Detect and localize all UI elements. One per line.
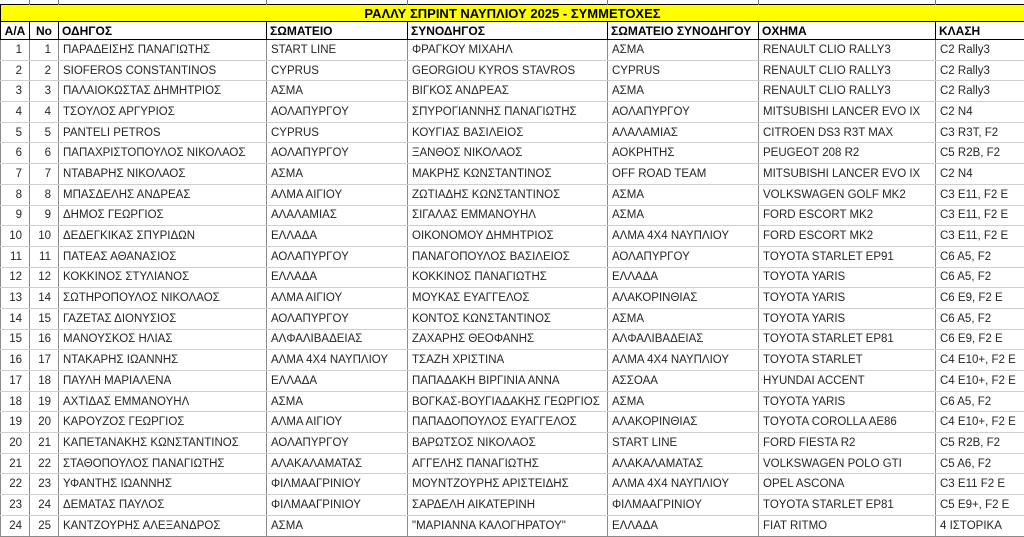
cell-driver-club: ΑΣΜΑ <box>267 391 408 412</box>
table-row <box>1 453 1024 474</box>
cell-aa: 14 <box>1 308 30 329</box>
cell-no: 11 <box>30 246 59 267</box>
table-row <box>1 164 1024 185</box>
table-row <box>1 474 1024 495</box>
col-header-class: ΚΛΑΣΗ <box>936 22 1024 40</box>
cell-no: 8 <box>30 184 59 205</box>
cell-codriver: ΣΠΥΡΟΓΙΑΝΝΗΣ ΠΑΝΑΓΙΩΤΗΣ <box>408 102 608 123</box>
cell-codriver-club: ΑΣΜΑ <box>608 81 759 102</box>
cell-aa: 3 <box>1 81 30 102</box>
cell-vehicle: RENAULT CLIO RALLY3 <box>759 60 936 81</box>
cell-driver-club: ΑΛΜΑ ΑΙΓΙΟΥ <box>267 184 408 205</box>
cell-driver-club: ΑΛΦΑΛΙΒΑΔΕΙΑΣ <box>267 329 408 350</box>
cell-codriver: ΤΣΑΖΗ ΧΡΙΣΤΙΝΑ <box>408 350 608 371</box>
cell-driver: ΜΠΑΣΔΕΛΗΣ ΑΝΔΡΕΑΣ <box>59 184 267 205</box>
cell-driver-club: ΑΛΜΑ 4X4 ΝΑΥΠΛΙΟΥ <box>267 350 408 371</box>
table-row <box>1 143 1024 164</box>
cell-aa: 12 <box>1 267 30 288</box>
cell-vehicle: CITROEN DS3 R3T MAX <box>759 122 936 143</box>
col-header-driver-club: ΣΩΜΑΤΕΙΟ <box>267 22 408 40</box>
cell-codriver: ΠΑΝΑΓΟΠΟΥΛΟΣ ΒΑΣΙΛΕΙΟΣ <box>408 246 608 267</box>
cell-codriver: ΠΑΠΑΔΟΠΟΥΛΟΣ ΕΥΑΓΓΕΛΟΣ <box>408 412 608 433</box>
cell-no: 4 <box>30 102 59 123</box>
cell-no: 22 <box>30 453 59 474</box>
cell-driver: ΣΤΑΘΟΠΟΥΛΟΣ ΠΑΝΑΓΙΩΤΗΣ <box>59 453 267 474</box>
table-row <box>1 391 1024 412</box>
cell-codriver-club: ΑΛΜΑ 4X4 ΝΑΥΠΛΙΟΥ <box>608 350 759 371</box>
cell-driver: ΚΑΡΟΥΖΟΣ ΓΕΩΡΓΙΟΣ <box>59 412 267 433</box>
cell-class: C2 Rally3 <box>936 40 1024 61</box>
cell-no: 10 <box>30 226 59 247</box>
cell-codriver: ΚΟΥΓΙΑΣ ΒΑΣΙΛΕΙΟΣ <box>408 122 608 143</box>
cell-driver-club: START LINE <box>267 40 408 61</box>
cell-vehicle: PEUGEOT 208 R2 <box>759 143 936 164</box>
cell-driver-club: ΑΟΛΑΠΥΡΓΟΥ <box>267 246 408 267</box>
cell-class: C5 E9+, F2 E <box>936 495 1024 516</box>
cell-codriver: ΣΑΡΔΕΛΗ ΑΙΚΑΤΕΡΙΝΗ <box>408 495 608 516</box>
cell-driver-club: ΑΟΛΑΠΥΡΓΟΥ <box>267 143 408 164</box>
cell-driver: ΝΤΑΒΑΡΗΣ ΝΙΚΟΛΑΟΣ <box>59 164 267 185</box>
cell-driver: ΤΣΟΥΛΟΣ ΑΡΓΥΡΙΟΣ <box>59 102 267 123</box>
cell-driver: ΠΑΠΑΧΡΙΣΤΟΠΟΥΛΟΣ ΝΙΚΟΛΑΟΣ <box>59 143 267 164</box>
table-row <box>1 60 1024 81</box>
cell-aa: 23 <box>1 495 30 516</box>
cell-driver: ΠΑΤΕΑΣ ΑΘΑΝΑΣΙΟΣ <box>59 246 267 267</box>
table-row <box>1 288 1024 309</box>
cell-codriver-club: ΑΛΑΚΟΡΙΝΘΙΑΣ <box>608 288 759 309</box>
cell-class: C4 E10+, F2 E <box>936 350 1024 371</box>
cell-codriver-club: START LINE <box>608 433 759 454</box>
table-row <box>1 122 1024 143</box>
cell-no: 24 <box>30 495 59 516</box>
cell-codriver-club: ΕΛΛΑΔΑ <box>608 267 759 288</box>
cell-codriver: ΒΑΡΩΤΣΟΣ ΝΙΚΟΛΑΟΣ <box>408 433 608 454</box>
cell-vehicle: FORD ESCORT MK2 <box>759 205 936 226</box>
cell-driver: ΠΑΥΛΗ ΜΑΡΙΑΛΕΝΑ <box>59 371 267 392</box>
cell-class: C6 A5, F2 <box>936 391 1024 412</box>
cell-driver-club: CYPRUS <box>267 122 408 143</box>
cell-driver: ΔΗΜΟΣ ΓΕΩΡΓΙΟΣ <box>59 205 267 226</box>
cell-codriver-club: ΑΟΛΑΠΥΡΓΟΥ <box>608 102 759 123</box>
cell-driver: PANTELI PETROS <box>59 122 267 143</box>
cell-aa: 10 <box>1 226 30 247</box>
cell-aa: 2 <box>1 60 30 81</box>
table-row <box>1 246 1024 267</box>
cell-vehicle: MITSUBISHI LANCER EVO IX <box>759 164 936 185</box>
cell-codriver: ΒΟΓΚΑΣ-ΒΟΥΓΙΑΔΑΚΗΣ ΓΕΩΡΓΙΟΣ <box>408 391 608 412</box>
cell-driver-club: CYPRUS <box>267 60 408 81</box>
cell-vehicle: RENAULT CLIO RALLY3 <box>759 40 936 61</box>
col-header-driver: ΟΔΗΓΟΣ <box>59 22 267 40</box>
cell-codriver: ΒΙΓΚΟΣ ΑΝΔΡΕΑΣ <box>408 81 608 102</box>
cell-no: 12 <box>30 267 59 288</box>
cell-vehicle: OPEL ASCONA <box>759 474 936 495</box>
cell-codriver: ΜΑΚΡΗΣ ΚΩΝΣΤΑΝΤΙΝΟΣ <box>408 164 608 185</box>
table-row <box>1 412 1024 433</box>
cell-codriver-club: ΑΣΜΑ <box>608 40 759 61</box>
cell-no: 5 <box>30 122 59 143</box>
cell-aa: 13 <box>1 288 30 309</box>
cell-vehicle: TOYOTA YARIS <box>759 267 936 288</box>
cell-class: C4 E10+, F2 E <box>936 412 1024 433</box>
cell-class: C5 R2B, F2 <box>936 143 1024 164</box>
cell-codriver-club: ΑΟΛΑΠΥΡΓΟΥ <box>608 246 759 267</box>
cell-aa: 22 <box>1 474 30 495</box>
cell-driver: ΔΕΜΑΤΑΣ ΠΑΥΛΟΣ <box>59 495 267 516</box>
cell-aa: 16 <box>1 350 30 371</box>
table-row <box>1 81 1024 102</box>
cell-driver-club: ΑΣΜΑ <box>267 515 408 536</box>
cell-class: C2 N4 <box>936 102 1024 123</box>
cell-driver: ΔΕΔΕΓΚΙΚΑΣ ΣΠΥΡΙΔΩΝ <box>59 226 267 247</box>
cell-no: 23 <box>30 474 59 495</box>
cell-vehicle: HYUNDAI ACCENT <box>759 371 936 392</box>
cell-no: 21 <box>30 433 59 454</box>
cell-codriver-club: ΑΣΜΑ <box>608 391 759 412</box>
cell-vehicle: TOYOTA COROLLA AE86 <box>759 412 936 433</box>
cell-vehicle: TOYOTA YARIS <box>759 288 936 309</box>
table-row <box>1 350 1024 371</box>
cell-aa: 24 <box>1 515 30 536</box>
cell-codriver-club: OFF ROAD TEAM <box>608 164 759 185</box>
cell-codriver: GEORGIOU KYROS STAVROS <box>408 60 608 81</box>
cell-driver: ΣΩΤΗΡΟΠΟΥΛΟΣ ΝΙΚΟΛΑΟΣ <box>59 288 267 309</box>
cell-class: C3 E11, F2 E <box>936 226 1024 247</box>
cell-driver: ΚΑΝΤΖΟΥΡΗΣ ΑΛΕΞΑΝΔΡΟΣ <box>59 515 267 536</box>
cell-driver: ΝΤΑΚΑΡΗΣ ΙΩΑΝΝΗΣ <box>59 350 267 371</box>
cell-aa: 9 <box>1 205 30 226</box>
cell-codriver-club: ΑΟΚΡΗΤΗΣ <box>608 143 759 164</box>
cell-no: 25 <box>30 515 59 536</box>
cell-no: 1 <box>30 40 59 61</box>
col-header-no: Νο <box>30 22 59 40</box>
cell-driver-club: ΕΛΛΑΔΑ <box>267 371 408 392</box>
col-header-aa: Α/Α <box>1 22 30 40</box>
cell-aa: 7 <box>1 164 30 185</box>
cell-vehicle: TOYOTA STARLET EP91 <box>759 246 936 267</box>
cell-codriver-club: ΑΛΜΑ 4X4 ΝΑΥΠΛΙΟΥ <box>608 474 759 495</box>
cell-codriver-club: ΑΣΜΑ <box>608 308 759 329</box>
cell-no: 15 <box>30 308 59 329</box>
table-row <box>1 433 1024 454</box>
cell-codriver: ΜΟΥΝΤΖΟΥΡΗΣ ΑΡΙΣΤΕΙΔΗΣ <box>408 474 608 495</box>
cell-codriver-club: ΑΣΜΑ <box>608 184 759 205</box>
cell-aa: 15 <box>1 329 30 350</box>
cell-aa: 18 <box>1 391 30 412</box>
cell-aa: 19 <box>1 412 30 433</box>
cell-no: 6 <box>30 143 59 164</box>
cell-aa: 11 <box>1 246 30 267</box>
cell-driver-club: ΑΛΑΛΑΜΙΑΣ <box>267 205 408 226</box>
cell-vehicle: TOYOTA STARLET <box>759 350 936 371</box>
cell-driver: ΜΑΝΟΥΣΚΟΣ ΗΛΙΑΣ <box>59 329 267 350</box>
cell-codriver-club: ΑΛΑΚΟΡΙΝΘΙΑΣ <box>608 412 759 433</box>
cell-codriver: ΚΟΝΤΟΣ ΚΩΝΣΤΑΝΤΙΝΟΣ <box>408 308 608 329</box>
cell-codriver: ΦΡΑΓΚΟΥ ΜΙΧΑΗΛ <box>408 40 608 61</box>
cell-vehicle: RENAULT CLIO RALLY3 <box>759 81 936 102</box>
cell-codriver: ΑΓΓΕΛΗΣ ΠΑΝΑΓΙΩΤΗΣ <box>408 453 608 474</box>
cell-driver: ΥΦΑΝΤΗΣ ΙΩΑΝΝΗΣ <box>59 474 267 495</box>
cell-codriver: ΜΟΥΚΑΣ ΕΥΑΓΓΕΛΟΣ <box>408 288 608 309</box>
table-row <box>1 184 1024 205</box>
cell-vehicle: MITSUBISHI LANCER EVO IX <box>759 102 936 123</box>
cell-class: 4 ΙΣΤΟΡΙΚΑ <box>936 515 1024 536</box>
cell-class: C2 Rally3 <box>936 81 1024 102</box>
cell-codriver-club: ΑΛΑΚΑΛΑΜΑΤΑΣ <box>608 453 759 474</box>
cell-codriver-club: CYPRUS <box>608 60 759 81</box>
cell-no: 17 <box>30 350 59 371</box>
cell-codriver-club: ΑΛΑΛΑΜΙΑΣ <box>608 122 759 143</box>
cell-codriver-club: ΦΙΛΜΑΑΓΡΙΝΙΟΥ <box>608 495 759 516</box>
cell-no: 20 <box>30 412 59 433</box>
cell-codriver: ΚΟΚΚΙΝΟΣ ΠΑΝΑΓΙΩΤΗΣ <box>408 267 608 288</box>
table-row <box>1 102 1024 123</box>
cell-driver: ΑΧΤΙΔΑΣ ΕΜΜΑΝΟΥΗΛ <box>59 391 267 412</box>
cell-class: C6 A5, F2 <box>936 308 1024 329</box>
cell-codriver-club: ΑΣΣΟΑΑ <box>608 371 759 392</box>
table-row <box>1 205 1024 226</box>
table-row <box>1 329 1024 350</box>
cell-class: C6 E9, F2 E <box>936 329 1024 350</box>
cell-driver-club: ΦΙΛΜΑΑΓΡΙΝΙΟΥ <box>267 495 408 516</box>
cell-codriver: ΞΑΝΘΟΣ ΝΙΚΟΛΑΟΣ <box>408 143 608 164</box>
table-row <box>1 515 1024 536</box>
cell-aa: 1 <box>1 40 30 61</box>
cell-aa: 21 <box>1 453 30 474</box>
cell-aa: 8 <box>1 184 30 205</box>
cell-vehicle: VOLKSWAGEN POLO GTI <box>759 453 936 474</box>
cell-vehicle: TOYOTA STARLET EP81 <box>759 329 936 350</box>
col-header-codriver-club: ΣΩΜΑΤΕΙΟ ΣΥΝΟΔΗΓΟΥ <box>608 22 759 40</box>
cell-codriver: "ΜΑΡΙΑΝΝΑ ΚΑΛΟΓΗΡΑΤΟΥ" <box>408 515 608 536</box>
cell-no: 19 <box>30 391 59 412</box>
table-row <box>1 308 1024 329</box>
cell-driver-club: ΑΟΛΑΠΥΡΓΟΥ <box>267 102 408 123</box>
cell-driver: ΠΑΡΑΔΕΙΣΗΣ ΠΑΝΑΓΙΩΤΗΣ <box>59 40 267 61</box>
entries-tbody <box>1 40 1024 537</box>
cell-vehicle: TOYOTA YARIS <box>759 391 936 412</box>
cell-codriver: ΠΑΠΑΔΑΚΗ ΒΙΡΓΙΝΙΑ ΑΝΝΑ <box>408 371 608 392</box>
title-row <box>1 5 1024 22</box>
cell-no: 9 <box>30 205 59 226</box>
cell-class: C5 R2B, F2 <box>936 433 1024 454</box>
cell-vehicle: FORD FIESTA R2 <box>759 433 936 454</box>
cell-class: C3 R3T, F2 <box>936 122 1024 143</box>
cell-vehicle: VOLKSWAGEN GOLF MK2 <box>759 184 936 205</box>
cell-class: C4 E10+, F2 E <box>936 371 1024 392</box>
table-row <box>1 495 1024 516</box>
cell-driver: ΚΑΠΕΤΑΝΑΚΗΣ ΚΩΝΣΤΑΝΤΙΝΟΣ <box>59 433 267 454</box>
col-header-codriver: ΣΥΝΟΔΗΓΟΣ <box>408 22 608 40</box>
cell-no: 2 <box>30 60 59 81</box>
cell-class: C6 A5, F2 <box>936 267 1024 288</box>
cell-driver: ΠΑΛΑΙΟΚΩΣΤΑΣ ΔΗΜΗΤΡΙΟΣ <box>59 81 267 102</box>
table-row <box>1 226 1024 247</box>
cell-class: C6 A5, F2 <box>936 246 1024 267</box>
cell-codriver: ΖΩΤΙΑΔΗΣ ΚΩΝΣΤΑΝΤΙΝΟΣ <box>408 184 608 205</box>
cell-vehicle: FORD ESCORT MK2 <box>759 226 936 247</box>
cell-codriver: ΖΑΧΑΡΗΣ ΘΕΟΦΑΝΗΣ <box>408 329 608 350</box>
cell-vehicle: FIAT RITMO <box>759 515 936 536</box>
cell-class: C5 A6, F2 <box>936 453 1024 474</box>
col-header-vehicle: ΟΧΗΜΑ <box>759 22 936 40</box>
cell-no: 14 <box>30 288 59 309</box>
cell-driver-club: ΕΛΛΑΔΑ <box>267 226 408 247</box>
cell-aa: 6 <box>1 143 30 164</box>
cell-aa: 20 <box>1 433 30 454</box>
cell-codriver-club: ΕΛΛΑΔΑ <box>608 515 759 536</box>
table-row <box>1 267 1024 288</box>
cell-driver: ΚΟΚΚΙΝΟΣ ΣΤΥΛΙΑΝΟΣ <box>59 267 267 288</box>
cell-no: 3 <box>30 81 59 102</box>
cell-class: C2 Rally3 <box>936 60 1024 81</box>
cell-driver-club: ΑΛΜΑ ΑΙΓΙΟΥ <box>267 412 408 433</box>
cell-driver-club: ΑΛΜΑ ΑΙΓΙΟΥ <box>267 288 408 309</box>
cell-no: 7 <box>30 164 59 185</box>
cell-class: C6 E9, F2 E <box>936 288 1024 309</box>
cell-no: 16 <box>30 329 59 350</box>
page-title: ΡΑΛΛΥ ΣΠΡΙΝΤ ΝΑΥΠΛΙΟΥ 2025 - ΣΥΜΜΕΤΟΧΕΣ <box>1 5 1024 22</box>
cell-class: C3 E11, F2 E <box>936 184 1024 205</box>
cell-driver-club: ΑΣΜΑ <box>267 164 408 185</box>
cell-driver-club: ΑΟΛΑΠΥΡΓΟΥ <box>267 433 408 454</box>
cell-codriver-club: ΑΛΦΑΛΙΒΑΔΕΙΑΣ <box>608 329 759 350</box>
cell-aa: 4 <box>1 102 30 123</box>
table-row <box>1 371 1024 392</box>
cell-driver-club: ΑΣΜΑ <box>267 81 408 102</box>
cell-class: C3 E11, F2 E <box>936 205 1024 226</box>
cell-vehicle: TOYOTA STARLET EP81 <box>759 495 936 516</box>
cell-driver: ΓΑΖΕΤΑΣ ΔΙΟΝΥΣΙΟΣ <box>59 308 267 329</box>
cell-codriver-club: ΑΣΜΑ <box>608 205 759 226</box>
cell-codriver-club: ΑΛΜΑ 4X4 ΝΑΥΠΛΙΟΥ <box>608 226 759 247</box>
cell-vehicle: TOYOTA YARIS <box>759 308 936 329</box>
cell-driver-club: ΕΛΛΑΔΑ <box>267 267 408 288</box>
table-row <box>1 40 1024 61</box>
cell-driver-club: ΦΙΛΜΑΑΓΡΙΝΙΟΥ <box>267 474 408 495</box>
cell-aa: 5 <box>1 122 30 143</box>
cell-codriver: ΟΙΚΟΝΟΜΟΥ ΔΗΜΗΤΡΙΟΣ <box>408 226 608 247</box>
column-header-row <box>1 22 1024 40</box>
cell-class: C3 E11 F2 E <box>936 474 1024 495</box>
cell-driver-club: ΑΛΑΚΑΛΑΜΑΤΑΣ <box>267 453 408 474</box>
cell-driver: SIOFEROS CONSTANTINOS <box>59 60 267 81</box>
cell-driver-club: ΑΟΛΑΠΥΡΓΟΥ <box>267 308 408 329</box>
cell-aa: 17 <box>1 371 30 392</box>
cell-class: C2 N4 <box>936 164 1024 185</box>
cell-codriver: ΣΙΓΑΛΑΣ ΕΜΜΑΝΟΥΗΛ <box>408 205 608 226</box>
cell-no: 18 <box>30 371 59 392</box>
